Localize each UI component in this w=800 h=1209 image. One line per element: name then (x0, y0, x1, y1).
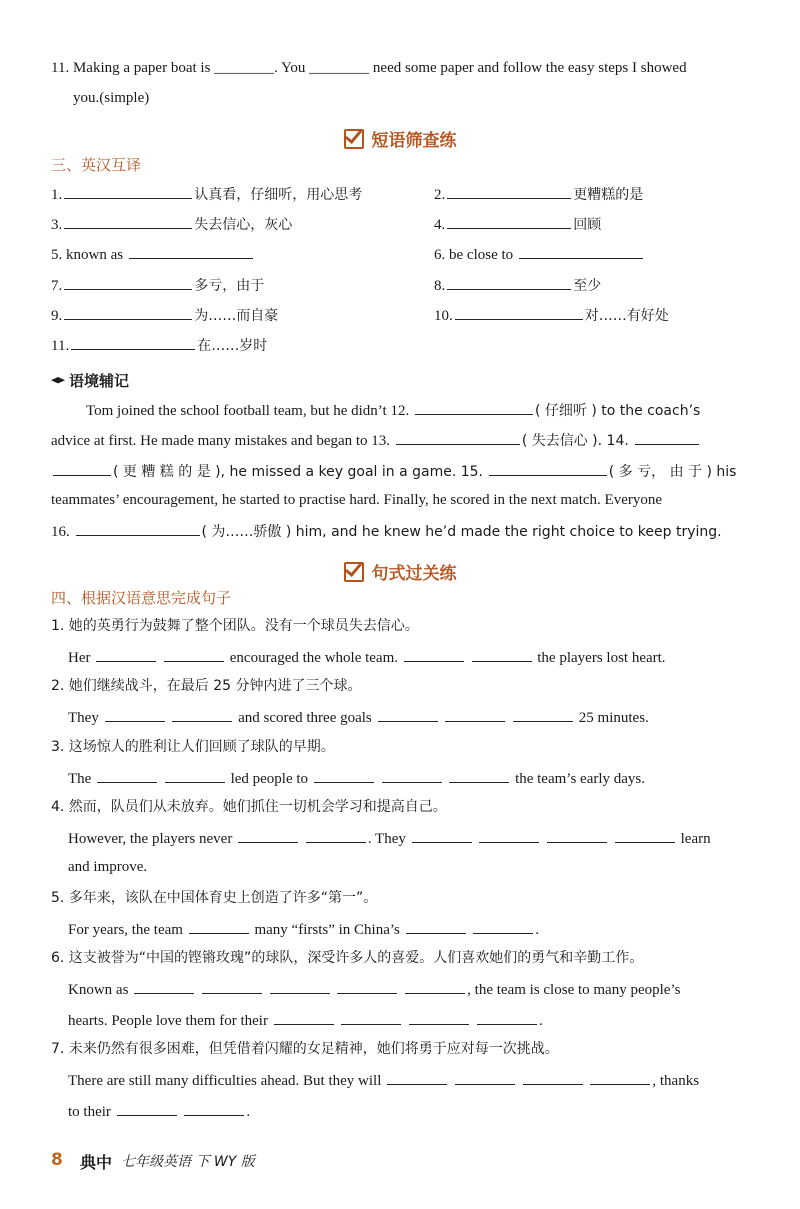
answer-blank[interactable] (519, 243, 643, 259)
answer-blank[interactable] (473, 918, 533, 934)
answer-blank[interactable] (337, 978, 397, 994)
answer-blank[interactable] (523, 1069, 583, 1085)
answer-blank[interactable] (447, 274, 571, 290)
q7-english: There are still many difficulties ahead. But they will , thanks (68, 1069, 699, 1091)
answer-blank[interactable] (489, 460, 607, 476)
context-subhead: 语境辅记 (51, 370, 129, 391)
book-title: 七年级英语 下 WY 版 (121, 1154, 255, 1170)
context-line4: teammates’ encouragement, he started to practise hard. Finally, he scored in the next match. Everyone (51, 492, 663, 508)
q11-line2: you.(simple) (73, 90, 150, 106)
answer-blank[interactable] (64, 274, 192, 290)
q2-chinese: 2. 她们继续战斗，在最后 25 分钟内进了三个球。 (51, 678, 362, 694)
answer-blank[interactable] (635, 429, 699, 445)
q5-english: For years, the team many “firsts” in China’s . (68, 918, 539, 940)
q7-english-cont: to their . (68, 1100, 250, 1122)
q11-line1: 11. Making a paper boat is ________. You ________ need some paper and follow the easy steps I showed (51, 60, 687, 76)
q1-chinese: 1. 她的英勇行为鼓舞了整个团队。没有一个球员失去信心。 (51, 618, 419, 634)
publisher-logo: 典中 (80, 1153, 113, 1172)
phrase-item-2: 2. 更糟糕的是 (434, 183, 643, 205)
banner-sentence-title: 句式过关练 (371, 564, 457, 584)
banner-phrase-title: 短语筛查练 (371, 131, 457, 151)
answer-blank[interactable] (406, 918, 466, 934)
q6-chinese: 6. 这支被誉为“中国的铿锵玫瑰”的球队，深受许多人的喜爱。人们喜欢她们的勇气和辛勤工作。 (51, 950, 644, 966)
phrase-item-6: 6. be close to (434, 243, 645, 265)
answer-blank[interactable] (479, 827, 539, 843)
phrase-item-8: 8. 至少 (434, 274, 601, 296)
q7-chinese: 7. 未来仍然有很多困难，但凭借着闪耀的女足精神，她们将勇于应对每一次挑战。 (51, 1041, 559, 1057)
context-line3: ( 更 糟 糕 的 是 ), he missed a key goal in a game. 15. ( 多 亏， 由 于 ) his (51, 460, 736, 482)
q1-english: Her encouraged the whole team. the players lost heart. (68, 646, 666, 668)
answer-blank[interactable] (164, 646, 224, 662)
section3-title: 三、英汉互译 (51, 156, 142, 174)
section4-title: 四、根据汉语意思完成句子 (51, 589, 232, 607)
q3-chinese: 3. 这场惊人的胜利让人们回顾了球队的早期。 (51, 739, 335, 755)
answer-blank[interactable] (404, 646, 464, 662)
answer-blank[interactable] (76, 520, 200, 536)
q4-english: However, the players never . They learn (68, 827, 711, 849)
answer-blank[interactable] (202, 978, 262, 994)
phrase-item-4: 4. 回顾 (434, 213, 601, 235)
q2-english: They and scored three goals 25 minutes. (68, 706, 649, 728)
banner-phrase-practice (0, 126, 800, 151)
context-line1: Tom joined the school football team, but he didn’t 12. ( 仔细听 ) to the coach’s (86, 399, 700, 421)
q3-english: The led people to the team’s early days. (68, 767, 645, 789)
answer-blank[interactable] (415, 399, 533, 415)
answer-blank[interactable] (341, 1009, 401, 1025)
answer-blank[interactable] (445, 706, 505, 722)
answer-blank[interactable] (455, 304, 583, 320)
answer-blank[interactable] (134, 978, 194, 994)
answer-blank[interactable] (274, 1009, 334, 1025)
banner-sentence-practice (0, 559, 800, 584)
answer-blank[interactable] (409, 1009, 469, 1025)
phrase-item-5: 5. known as (51, 243, 255, 265)
answer-blank[interactable] (64, 213, 192, 229)
check-icon (344, 562, 364, 582)
answer-blank[interactable] (117, 1100, 177, 1116)
answer-blank[interactable] (378, 706, 438, 722)
answer-blank[interactable] (172, 706, 232, 722)
answer-blank[interactable] (590, 1069, 650, 1085)
phrase-item-1: 1. 认真看，仔细听，用心思考 (51, 183, 362, 205)
answer-blank[interactable] (477, 1009, 537, 1025)
answer-blank[interactable] (615, 827, 675, 843)
answer-blank[interactable] (513, 706, 573, 722)
answer-blank[interactable] (105, 706, 165, 722)
phrase-item-10: 10. 对……有好处 (434, 304, 669, 326)
page-number: 8 (51, 1150, 63, 1170)
answer-blank[interactable] (449, 767, 509, 783)
answer-blank[interactable] (165, 767, 225, 783)
answer-blank[interactable] (306, 827, 366, 843)
phrase-item-7: 7. 多亏，由于 (51, 274, 264, 296)
check-icon (344, 129, 364, 149)
answer-blank[interactable] (472, 646, 532, 662)
answer-blank[interactable] (447, 213, 571, 229)
q6-english: Known as , the team is close to many people’s (68, 978, 680, 1000)
answer-blank[interactable] (71, 334, 195, 350)
graduation-cap-icon (51, 377, 65, 385)
answer-blank[interactable] (547, 827, 607, 843)
answer-blank[interactable] (184, 1100, 244, 1116)
answer-blank[interactable] (396, 429, 520, 445)
answer-blank[interactable] (238, 827, 298, 843)
q5-chinese: 5. 多年来，该队在中国体育史上创造了许多“第一”。 (51, 890, 378, 906)
answer-blank[interactable] (270, 978, 330, 994)
answer-blank[interactable] (387, 1069, 447, 1085)
answer-blank[interactable] (382, 767, 442, 783)
answer-blank[interactable] (405, 978, 465, 994)
answer-blank[interactable] (455, 1069, 515, 1085)
answer-blank[interactable] (314, 767, 374, 783)
q4-english-cont: and improve. (68, 859, 148, 875)
answer-blank[interactable] (64, 183, 192, 199)
phrase-item-9: 9. 为……而自豪 (51, 304, 278, 326)
answer-blank[interactable] (96, 646, 156, 662)
answer-blank[interactable] (412, 827, 472, 843)
answer-blank[interactable] (189, 918, 249, 934)
q6-english-cont: hearts. People love them for their . (68, 1009, 543, 1031)
q4-chinese: 4. 然而，队员们从未放弃。她们抓住一切机会学习和提高自己。 (51, 799, 447, 815)
context-line2: advice at first. He made many mistakes and began to 13. ( 失去信心 ). 14. (51, 429, 701, 451)
answer-blank[interactable] (64, 304, 192, 320)
answer-blank[interactable] (447, 183, 571, 199)
phrase-item-3: 3. 失去信心，灰心 (51, 213, 292, 235)
answer-blank[interactable] (129, 243, 253, 259)
context-line5: 16. ( 为……骄傲 ) him, and he knew he’d made the right choice to keep trying. (51, 520, 722, 542)
answer-blank[interactable] (53, 460, 111, 476)
phrase-item-11: 11. 在……岁时 (51, 334, 267, 356)
answer-blank[interactable] (97, 767, 157, 783)
